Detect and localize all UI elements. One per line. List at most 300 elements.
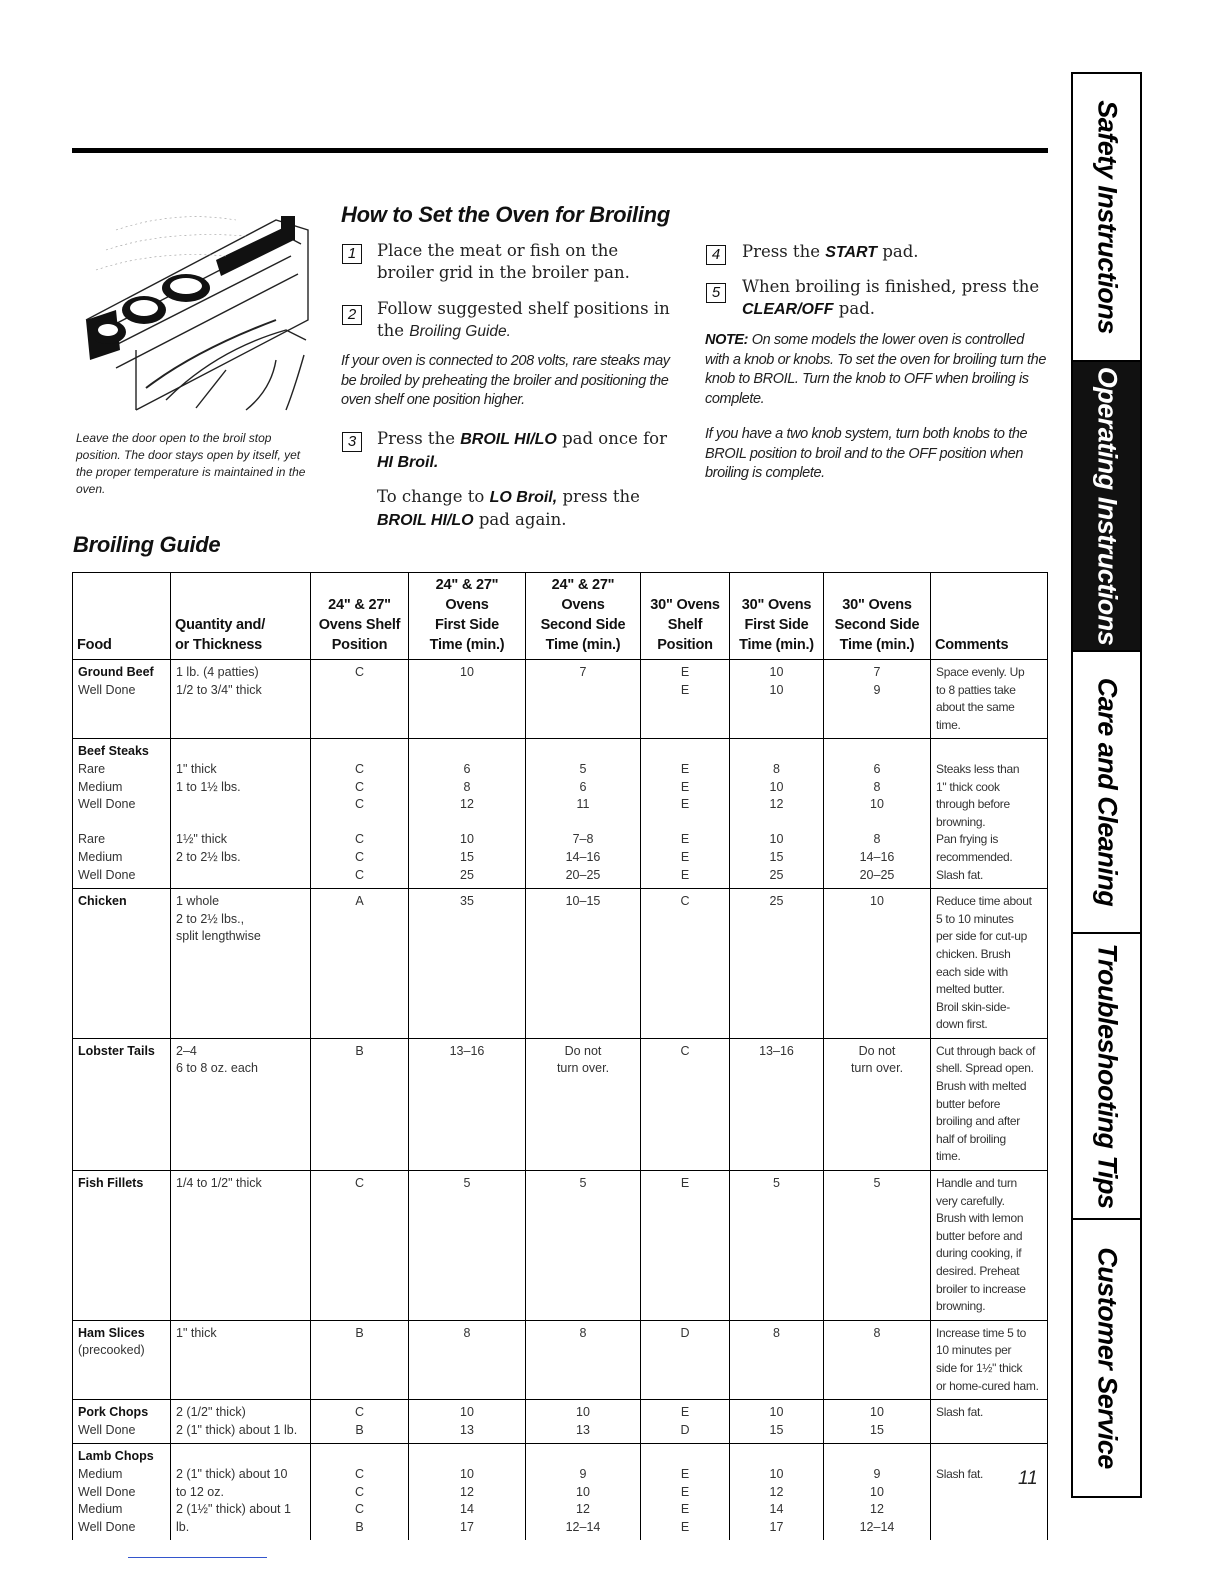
first-24-cell <box>409 1320 526 1399</box>
first-24-cell <box>409 1444 526 1540</box>
first-30-cell <box>730 1038 824 1170</box>
comment-text: through before <box>936 797 1010 812</box>
top-rule <box>72 148 1048 153</box>
broiling-guide-reference: Broiling Guide. <box>409 323 511 340</box>
second-side-time: 5 <box>579 761 587 776</box>
header-text: 24" & 27" Ovens <box>551 577 615 613</box>
comment-text: down first. <box>936 1017 988 1032</box>
first-30-cell <box>730 1320 824 1399</box>
second-side-time <box>531 743 635 761</box>
comment-text: per side for cut-up <box>936 929 1028 944</box>
first-side-time <box>735 814 818 832</box>
tab-label: Troubleshooting Tips <box>1092 943 1122 1209</box>
quantity-cell <box>171 1038 311 1170</box>
comment-text: time. <box>936 717 961 732</box>
comments-cell <box>931 1444 1048 1540</box>
step-4-post: pad. <box>882 242 919 261</box>
comment-text: Pan frying is <box>936 832 999 847</box>
second-30-cell <box>824 739 931 889</box>
second-24-cell <box>526 1038 641 1170</box>
knob-note <box>705 331 1050 409</box>
header-text: 24" & 27" <box>328 597 391 613</box>
food-name: Fish Fillets <box>78 1176 144 1191</box>
first-30-cell <box>730 1444 824 1540</box>
shelf-24-cell <box>311 739 409 889</box>
quantity-text <box>176 796 305 814</box>
shelf-position: E <box>680 1466 690 1481</box>
doneness-label: Well Done <box>78 797 136 812</box>
header-text: First Side <box>744 617 809 633</box>
shelf-position: C <box>354 1405 365 1420</box>
shelf-position: C <box>354 665 365 679</box>
comment-text: Brush with melted <box>936 1079 1027 1094</box>
second-24-cell <box>526 739 641 889</box>
section-tabs <box>1071 72 1142 1498</box>
tab-label: Customer Service <box>1092 1247 1122 1469</box>
oven-door-illustration <box>76 200 316 422</box>
tab-care-and-cleaning[interactable] <box>1073 652 1140 934</box>
comment-text: Space evenly. Up <box>936 665 1025 679</box>
illustration-caption: Leave the door open to the broil stop position. The door stays open by itself, yet the proper temperature is maintained in the oven. <box>76 431 306 496</box>
second-30-cell <box>824 1320 931 1399</box>
tab-label: Safety Instructions <box>1092 100 1122 334</box>
second-side-time: 5 <box>873 1176 881 1191</box>
comment-text: melted butter. <box>936 982 1005 997</box>
first-side-time: 10 <box>460 1466 474 1481</box>
first-side-time: 13–16 <box>759 1043 794 1058</box>
first-24-cell <box>409 660 526 739</box>
shelf-position: E <box>680 1405 690 1420</box>
comment-text: recommended. <box>936 849 1013 864</box>
second-24-cell <box>526 1400 641 1444</box>
comment-text: Slash fat. <box>936 867 984 882</box>
header-text: Time (min.) <box>839 637 915 653</box>
second-side-time: 10 <box>870 1484 884 1499</box>
broil-hilo-pad-label: BROIL HI/LO <box>377 512 474 529</box>
step-5-text <box>742 276 1052 321</box>
quantity-text: 2–4 <box>176 1043 197 1058</box>
header-text: First Side <box>434 617 500 633</box>
second-side-time: 9 <box>873 1466 881 1481</box>
col-24-second-side <box>526 573 641 660</box>
header-text: Time (min.) <box>739 637 814 653</box>
hi-broil-label: HI Broil. <box>377 454 439 471</box>
comment-text: broiling and after <box>936 1114 1020 1129</box>
shelf-position: C <box>680 1043 690 1058</box>
food-name: Chicken <box>78 894 127 909</box>
shelf-position: E <box>680 867 690 882</box>
shelf-position: E <box>680 1176 690 1191</box>
shelf-position: D <box>680 1325 690 1340</box>
shelf-position <box>646 1448 724 1466</box>
table-row <box>73 1400 1048 1444</box>
quantity-cell <box>171 1320 311 1399</box>
start-pad-label: START <box>825 244 878 261</box>
second-side-time <box>531 814 635 832</box>
food-cell <box>73 660 171 739</box>
quantity-text: 2 (1/2" thick) <box>176 1405 246 1420</box>
second-side-time: 14–16 <box>859 849 895 864</box>
second-side-time <box>531 1448 635 1466</box>
food-name: Lobster Tails <box>78 1043 155 1058</box>
header-text: Quantity and/ <box>175 617 266 633</box>
shelf-position: C <box>354 832 365 847</box>
first-30-cell <box>730 1400 824 1444</box>
first-side-time: 14 <box>769 1502 784 1517</box>
header-text: Second Side <box>834 617 920 633</box>
first-30-cell <box>730 739 824 889</box>
shelf-position: C <box>354 867 365 882</box>
first-side-time: 10 <box>460 832 474 847</box>
comment-text: Cut through back of <box>936 1043 1036 1058</box>
second-side-time: 8 <box>873 779 881 794</box>
shelf-30-cell <box>641 889 730 1039</box>
step-number: 4 <box>706 245 726 265</box>
comments-cell <box>931 1400 1048 1444</box>
shelf-position: E <box>680 665 690 679</box>
comment-text: shell. Spread open. <box>936 1061 1034 1076</box>
second-side-time: 12 <box>870 1502 884 1517</box>
second-side-time: 12–14 <box>859 1519 895 1534</box>
header-text: Shelf <box>667 617 703 633</box>
step-3-pre: Press the <box>377 429 455 448</box>
food-name: Beef Steaks <box>78 744 149 759</box>
second-24-cell <box>526 889 641 1039</box>
first-30-cell <box>730 660 824 739</box>
shelf-position <box>646 814 724 832</box>
second-side-time: 7 <box>579 665 587 679</box>
quantity-text: 1½" thick <box>176 832 227 847</box>
table-row <box>73 889 1048 1039</box>
note-label: NOTE: <box>705 332 749 348</box>
comment-text: Broil skin-side- <box>936 999 1010 1014</box>
shelf-30-cell <box>641 1171 730 1321</box>
first-side-time: 14 <box>460 1502 474 1517</box>
shelf-position: D <box>680 1422 690 1437</box>
first-side-time <box>414 1448 520 1466</box>
quantity-text: 1/2 to 3/4" thick <box>176 682 262 697</box>
quantity-cell <box>171 1400 311 1444</box>
comment-text: about the same <box>936 700 1015 715</box>
header-text: Time (min.) <box>429 637 505 653</box>
col-24-shelf <box>311 573 409 660</box>
comment-text <box>936 1448 1042 1466</box>
quantity-cell <box>171 1444 311 1540</box>
second-side-time <box>829 743 925 761</box>
header-text: Food <box>77 637 112 653</box>
step-3-text <box>377 428 677 474</box>
second-side-time: 8 <box>579 1325 587 1340</box>
second-24-cell <box>526 1171 641 1321</box>
table-row <box>73 1444 1048 1540</box>
second-side-time: 7 <box>873 665 881 679</box>
shelf-24-cell <box>311 1320 409 1399</box>
second-side-time: 6 <box>873 761 881 776</box>
comments-cell <box>931 660 1048 739</box>
tab-customer-service[interactable] <box>1073 1220 1140 1496</box>
col-quantity <box>171 573 311 660</box>
first-side-time: 13 <box>460 1422 474 1437</box>
second-30-cell <box>824 1444 931 1540</box>
second-side-time <box>829 814 925 832</box>
col-food <box>73 573 171 660</box>
first-side-time: 8 <box>773 761 780 776</box>
voltage-note: If your oven is connected to 208 volts, rare steaks may be broiled by preheating the broiler and positioning the oven shelf one position higher. <box>341 353 670 408</box>
shelf-position: E <box>680 849 690 864</box>
second-side-time: 20–25 <box>565 867 601 882</box>
food-name: Pork Chops <box>78 1405 149 1420</box>
comment-text: broiler to increase <box>936 1281 1026 1296</box>
col-24-first-side <box>409 573 526 660</box>
first-side-time: 15 <box>460 849 474 864</box>
comment-text: to 8 patties take <box>936 682 1016 697</box>
step-4-pre: Press the <box>742 242 820 261</box>
comment-text: Brush with lemon <box>936 1211 1024 1226</box>
header-text: Second Side <box>540 617 626 633</box>
comment-text: chicken. Brush <box>936 946 1011 961</box>
step-4-text <box>742 241 1052 264</box>
comment-text: each side with <box>936 964 1008 979</box>
first-side-time: 10 <box>769 832 784 847</box>
shelf-position: C <box>354 1176 365 1191</box>
shelf-position: E <box>680 761 690 776</box>
comment-text: half of broiling <box>936 1131 1006 1146</box>
tab-troubleshooting-tips[interactable] <box>1073 934 1140 1220</box>
shelf-24-cell <box>311 889 409 1039</box>
first-30-cell <box>730 1171 824 1321</box>
quantity-cell <box>171 660 311 739</box>
second-24-cell <box>526 660 641 739</box>
comments-cell <box>931 739 1048 889</box>
broiling-guide-title: Broiling Guide <box>73 532 221 557</box>
quantity-cell <box>171 1171 311 1321</box>
two-knob-note: If you have a two knob system, turn both knobs to the BROIL position to broil and to the OFF position when broiling is complete. <box>705 426 1028 481</box>
second-side-time: 8 <box>873 1325 881 1340</box>
first-side-time: 5 <box>463 1176 471 1191</box>
first-side-time: 17 <box>460 1519 474 1534</box>
second-side-time: 5 <box>579 1176 587 1191</box>
comment-text: or home-cured ham. <box>936 1378 1039 1393</box>
shelf-24-cell <box>311 1400 409 1444</box>
first-side-time: 10 <box>769 1405 784 1420</box>
first-side-time <box>735 743 818 761</box>
step-3b-post: pad again. <box>478 510 567 529</box>
first-side-time: 12 <box>460 1484 474 1499</box>
quantity-text: to 12 oz. <box>176 1484 224 1499</box>
step-5-pre: When broiling is finished, press the <box>742 277 1040 296</box>
food-name: Lamb Chops <box>78 1449 154 1464</box>
header-text: 30" Ovens <box>741 597 812 613</box>
clear-off-pad-label: CLEAR/OFF <box>742 301 834 318</box>
header-text: 30" Ovens <box>650 597 720 613</box>
first-side-time: 25 <box>769 894 784 909</box>
table-header-row <box>73 573 1048 660</box>
quantity-text: 2 (1" thick) about 1 lb. <box>176 1422 298 1437</box>
quantity-text: 1 whole <box>176 894 220 909</box>
header-text: 24" & 27" Ovens <box>435 577 499 613</box>
first-30-cell <box>730 889 824 1039</box>
comments-cell <box>931 1320 1048 1399</box>
shelf-30-cell <box>641 1444 730 1540</box>
comment-text: desired. Preheat <box>936 1264 1020 1278</box>
first-side-time: 12 <box>460 797 474 812</box>
shelf-24-cell <box>311 1038 409 1170</box>
shelf-position: E <box>680 1519 690 1534</box>
quantity-text: 2 (1½" thick) about 1 lb. <box>176 1502 291 1534</box>
shelf-position: C <box>680 894 690 909</box>
broil-hilo-pad-label: BROIL HI/LO <box>460 431 557 448</box>
doneness-label: Well Done <box>78 1422 136 1437</box>
header-text: Time (min.) <box>545 637 621 653</box>
second-side-time: 11 <box>576 797 590 812</box>
shelf-30-cell <box>641 739 730 889</box>
food-cell <box>73 1038 171 1170</box>
col-30-second-side <box>824 573 931 660</box>
comment-text: 1" thick cook <box>936 779 1000 794</box>
header-text: or Thickness <box>175 637 263 653</box>
shelf-position: C <box>354 761 365 776</box>
shelf-position: E <box>680 832 690 847</box>
first-side-time: 25 <box>769 867 784 882</box>
comment-text: butter before and <box>936 1228 1023 1243</box>
tab-operating-instructions[interactable] <box>1073 362 1140 652</box>
table-body <box>73 660 1048 1541</box>
food-cell <box>73 1444 171 1540</box>
food-cell <box>73 1400 171 1444</box>
comments-cell <box>931 1038 1048 1170</box>
step-3b-mid: press the <box>562 487 640 506</box>
food-cell <box>73 889 171 1039</box>
first-side-time: 12 <box>769 797 784 812</box>
step-number: 3 <box>342 432 362 452</box>
comment-text <box>936 743 1042 761</box>
second-side-time: 12–14 <box>565 1519 601 1534</box>
first-side-time: 17 <box>769 1519 784 1534</box>
doneness-label: Well Done <box>78 867 136 882</box>
first-side-time: 10 <box>769 665 784 679</box>
comment-text: 10 minutes per <box>936 1343 1012 1358</box>
second-24-cell <box>526 1320 641 1399</box>
first-side-time: 10 <box>460 665 474 679</box>
first-side-time: 15 <box>769 1422 784 1437</box>
step-number: 2 <box>342 305 362 325</box>
food-name: Ground Beef <box>78 665 154 679</box>
doneness-label <box>78 814 165 832</box>
shelf-30-cell <box>641 1038 730 1170</box>
table-row <box>73 660 1048 739</box>
first-side-time <box>414 743 520 761</box>
quantity-text: 2 to 2½ lbs., <box>176 911 245 926</box>
food-cell <box>73 1171 171 1321</box>
table-row <box>73 1171 1048 1321</box>
shelf-position: C <box>354 1484 365 1499</box>
first-side-time: 13–16 <box>449 1043 485 1058</box>
shelf-position: E <box>680 1484 690 1499</box>
comment-text: Reduce time about <box>936 894 1032 909</box>
note-text: On some models the lower oven is controlled with a knob or knobs. To set the oven for broiling turn the knob to BROIL. Turn the knob to OFF when broiling is complete. <box>705 332 1046 407</box>
first-side-time: 35 <box>460 894 474 909</box>
shelf-position: A <box>355 894 364 909</box>
quantity-text: 1/4 to 1/2" thick <box>176 1176 262 1191</box>
second-side-time: 10 <box>870 1405 884 1420</box>
second-side-time <box>829 1448 925 1466</box>
tab-safety-instructions[interactable] <box>1073 74 1140 362</box>
shelf-24-cell <box>311 660 409 739</box>
food-cell <box>73 739 171 889</box>
how-to-title: How to Set the Oven for Broiling <box>341 202 670 227</box>
quantity-text: 2 to 2½ lbs. <box>176 849 241 864</box>
shelf-30-cell <box>641 1400 730 1444</box>
first-side-time: 8 <box>463 779 471 794</box>
food-cell <box>73 1320 171 1399</box>
doneness-label: Well Done <box>78 682 136 697</box>
col-30-first-side <box>730 573 824 660</box>
first-side-time: 15 <box>769 849 784 864</box>
second-side-time: Do not <box>564 1043 602 1058</box>
doneness-label: Well Done <box>78 1519 136 1534</box>
shelf-position: C <box>354 849 365 864</box>
doneness-label: Medium <box>78 779 123 794</box>
step-5-post: pad. <box>838 299 876 318</box>
second-side-time: turn over. <box>556 1061 610 1076</box>
shelf-position <box>316 814 403 832</box>
first-side-time: 8 <box>773 1325 780 1340</box>
comment-text: during cooking, if <box>936 1246 1022 1261</box>
step-2-body: Follow suggested shelf positions in the <box>377 299 670 340</box>
quantity-text: 6 to 8 oz. each <box>176 1061 259 1076</box>
comments-cell <box>931 889 1048 1039</box>
shelf-position: E <box>680 797 690 812</box>
first-side-time: 25 <box>460 867 474 882</box>
first-side-time: 10 <box>769 1466 784 1481</box>
comment-text: Handle and turn <box>936 1176 1017 1191</box>
shelf-position <box>316 743 403 761</box>
shelf-position: C <box>354 779 365 794</box>
shelf-30-cell <box>641 660 730 739</box>
second-side-time: 10–15 <box>565 894 601 909</box>
shelf-position: B <box>355 1519 364 1534</box>
quantity-text: 1" thick <box>176 1325 217 1340</box>
doneness-label: Medium <box>78 1466 123 1481</box>
table-row <box>73 739 1048 889</box>
shelf-position: C <box>354 1502 365 1517</box>
quantity-text: 1 to 1½ lbs. <box>176 779 241 794</box>
second-side-time: 12 <box>576 1502 590 1517</box>
comment-text: very carefully. <box>936 1193 1005 1208</box>
first-side-time: 12 <box>769 1484 784 1499</box>
second-side-time: 10 <box>870 894 884 909</box>
comment-text: browning. <box>936 814 986 829</box>
second-side-time: 9 <box>873 682 881 697</box>
first-24-cell <box>409 1038 526 1170</box>
shelf-24-cell <box>311 1444 409 1540</box>
first-side-time: 10 <box>769 779 784 794</box>
second-30-cell <box>824 889 931 1039</box>
comment-text: browning. <box>936 1299 986 1314</box>
shelf-position: C <box>354 797 365 812</box>
step-number: 5 <box>706 283 726 303</box>
step-number: 1 <box>342 244 362 264</box>
shelf-position <box>316 1448 403 1466</box>
quantity-text: 1" thick <box>176 761 217 776</box>
comment-text: butter before <box>936 1096 1001 1111</box>
shelf-position: C <box>354 1466 365 1481</box>
doneness-label: Well Done <box>78 1484 136 1499</box>
first-24-cell <box>409 739 526 889</box>
doneness-label: Medium <box>78 1502 123 1517</box>
footer-underline <box>128 1557 267 1558</box>
step-3-mid: pad once for <box>562 429 668 448</box>
